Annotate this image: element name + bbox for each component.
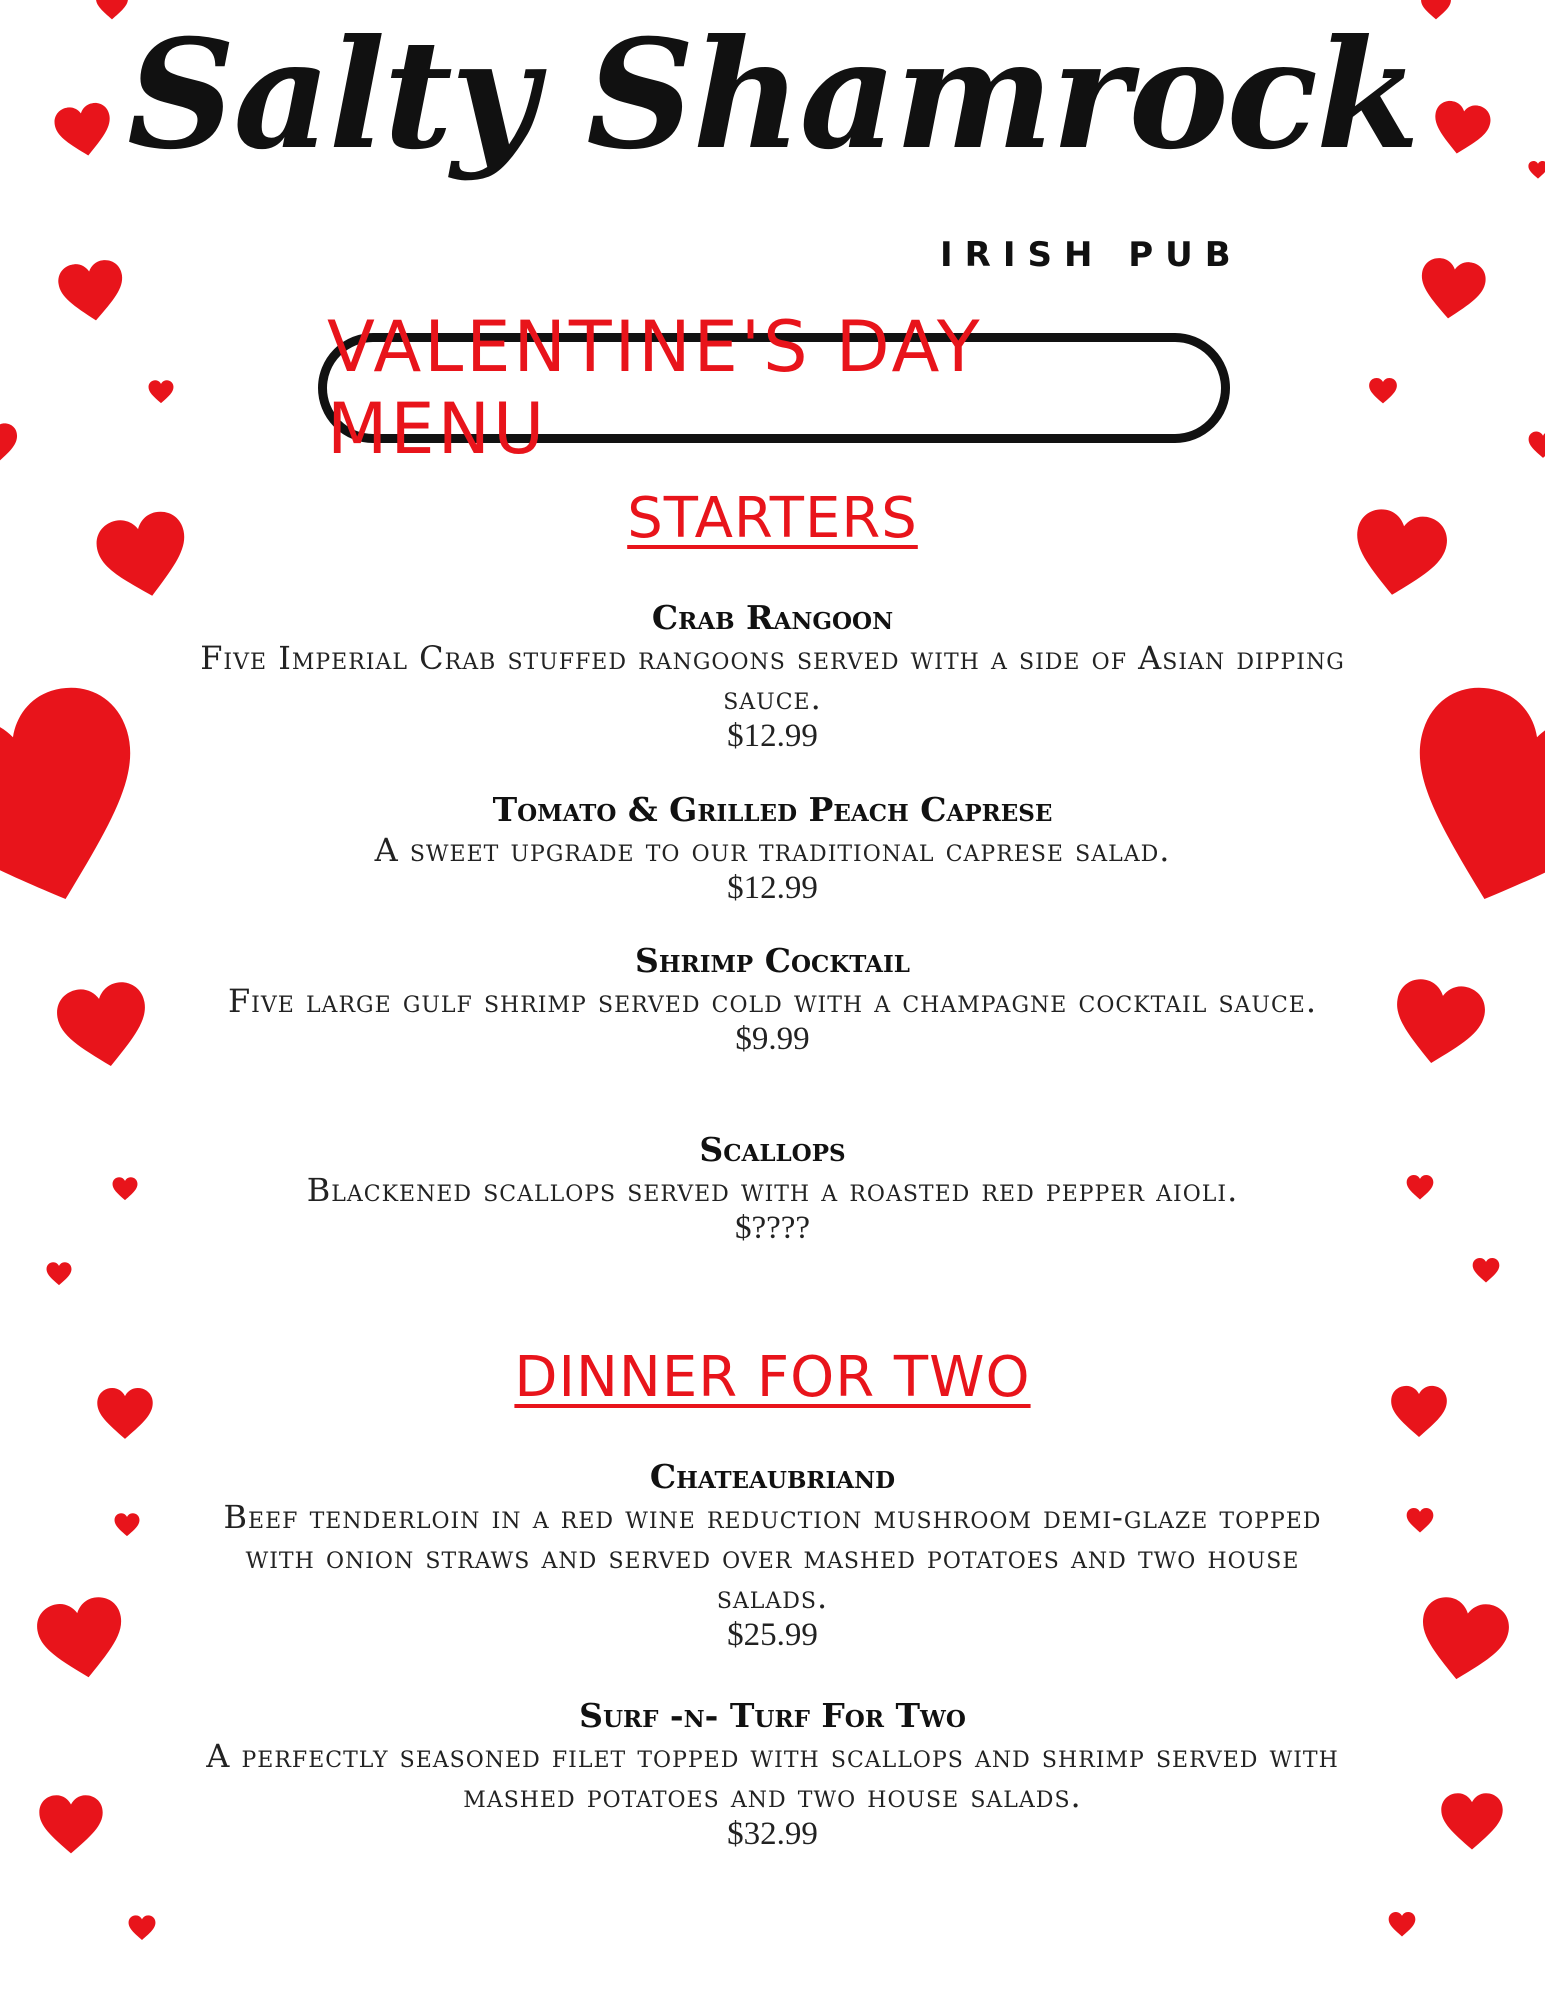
heart-icon <box>1412 1593 1515 1689</box>
item-description: Five large gulf shrimp served cold with a champagne cocktail sauce. <box>227 982 1318 1020</box>
item-description: Beef tenderloin in a red wine reduction mushroom demi-glaze topped with onion straws and served over mashed potatoes and two house salads. <box>223 1498 1322 1616</box>
menu-item-chateaubriand <box>200 1457 1345 1654</box>
item-name: Scallops <box>699 1130 846 1169</box>
heart-icon <box>38 1795 104 1855</box>
item-price: $12.99 <box>727 718 818 754</box>
heart-icon <box>1385 975 1490 1074</box>
item-name: Shrimp Cocktail <box>635 941 910 980</box>
item-price: $25.99 <box>727 1617 818 1653</box>
heart-icon <box>1528 405 1545 485</box>
heart-icon <box>1368 378 1398 404</box>
heart-icon <box>1406 1175 1434 1200</box>
heart-icon <box>1370 660 1545 950</box>
item-name: Tomato & Grilled Peach Caprese <box>492 790 1053 829</box>
heart-icon <box>46 1262 72 1286</box>
menu-title: VALENTINE'S DAY MENU <box>327 306 983 470</box>
heart-icon <box>32 1593 133 1687</box>
item-name: Chateaubriand <box>649 1457 896 1496</box>
item-price: $32.99 <box>727 1816 818 1852</box>
heart-icon <box>0 660 180 950</box>
heart-icon <box>1406 1508 1434 1533</box>
heart-icon <box>1388 1912 1416 1937</box>
section-title-dinner: DINNER FOR TWO <box>514 1345 1031 1410</box>
heart-icon <box>1418 0 1454 20</box>
item-name: Surf -n- Turf For Two <box>579 1696 966 1735</box>
brand-logo: Salty Shamrock <box>127 7 1418 183</box>
item-description: Five Imperial Crab stuffed rangoons served with a side of Asian dipping sauce. <box>200 639 1345 717</box>
section-title-starters: STARTERS <box>627 486 918 551</box>
item-price: $9.99 <box>735 1021 810 1057</box>
heart-icon <box>1414 256 1490 325</box>
heart-icon <box>148 380 174 404</box>
brand-subtitle: IRISH PUB <box>940 235 1243 275</box>
heart-icon <box>51 978 156 1077</box>
item-description: Blackened scallops served with a roasted red pepper aioli. <box>306 1171 1239 1209</box>
item-price: $???? <box>734 1210 811 1246</box>
heart-icon <box>114 1513 140 1537</box>
item-description: A perfectly seasoned filet topped with scallops and shrimp served with mashed potatoes and two house salads. <box>206 1737 1339 1815</box>
heart-icon <box>1472 1258 1500 1283</box>
item-price: $12.99 <box>727 870 818 906</box>
menu-item-shrimp-cocktail <box>200 941 1345 1058</box>
item-name: Crab Rangoon <box>651 598 894 637</box>
menu-item-surf-n-turf <box>200 1696 1345 1853</box>
heart-icon <box>92 0 132 20</box>
heart-icon <box>0 405 18 485</box>
heart-icon <box>112 1177 138 1201</box>
menu-item-caprese <box>200 790 1345 907</box>
menu-title-frame <box>318 306 1230 470</box>
menu-item-scallops <box>200 1130 1345 1247</box>
menu-item-crab-rangoon <box>200 598 1345 755</box>
heart-icon <box>54 258 130 327</box>
heart-icon <box>1440 1793 1504 1851</box>
item-description: A sweet upgrade to our traditional caprese salad. <box>374 831 1171 869</box>
heart-icon <box>128 1915 156 1941</box>
